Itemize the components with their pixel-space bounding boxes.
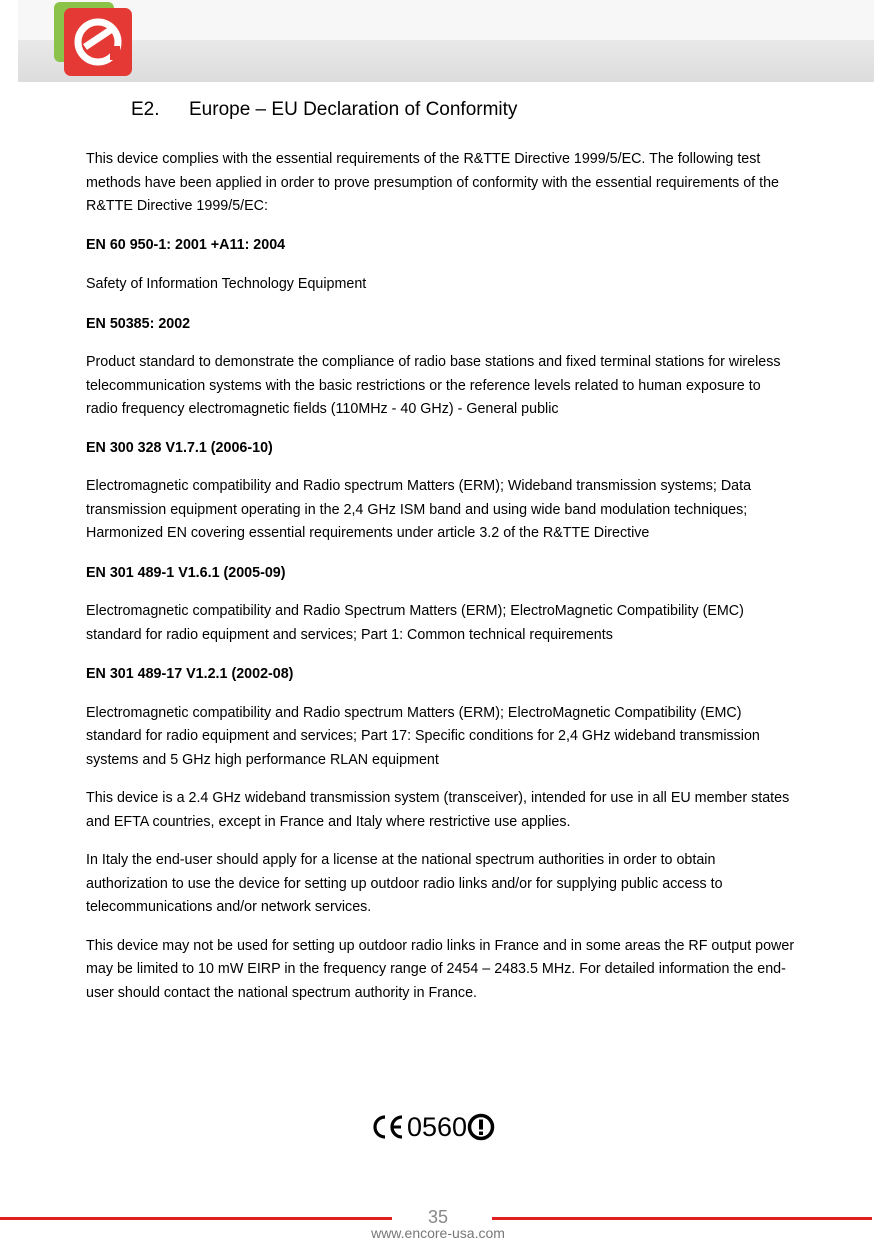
- standard-description: Electromagnetic compatibility and Radio spectrum Matters (ERM); ElectroMagnetic Compatibility (EMC) standard for radio equipment and services; Part 17: Specific conditions for 2,4 GHz wideband transmission systems and 5 GHz high performance RLAN equipment: [86, 704, 760, 768]
- ce-mark-icon: [371, 1114, 405, 1140]
- page-number: 35: [427, 1207, 449, 1227]
- standard-heading: EN 301 489-17 V1.2.1 (2002-08): [86, 666, 294, 682]
- standard-description: Product standard to demonstrate the compliance of radio base stations and fixed terminal stations for wireless telecommunication systems with the basic restrictions or the reference levels related to human exposure to radio frequency electromagnetic fields (110MHz - 40 GHz) - General public: [86, 354, 781, 417]
- standard-description: Safety of Information Technology Equipment: [86, 276, 367, 292]
- section-title-text: Europe – EU Declaration of Conformity: [189, 99, 518, 120]
- standard-heading: EN 50385: 2002: [86, 315, 191, 332]
- standard-heading: EN 301 489-1 V1.6.1 (2005-09): [86, 564, 286, 581]
- ce-mark: [371, 1110, 495, 1144]
- standard-heading: EN 300 328 V1.7.1 (2006-10): [86, 439, 273, 456]
- section-title: [131, 99, 517, 121]
- document-body: [86, 148, 796, 1005]
- italy-paragraph: In Italy the end-user should apply for a license at the national spectrum authorities in order to obtain authorization to use the device for setting up outdoor radio links and/or for supplying public access to telecommunications and/or network services.: [86, 852, 723, 915]
- footer-divider-left: [0, 1217, 392, 1220]
- header-top-band: [18, 0, 874, 40]
- standard-heading: EN 60 950-1: 2001 +A11: 2004: [86, 236, 286, 253]
- standard-description: Electromagnetic compatibility and Radio Spectrum Matters (ERM); ElectroMagnetic Compatibility (EMC) standard for radio equipment and services; Part 1: Common technical requirements: [86, 603, 744, 643]
- alert-circle-icon: [467, 1113, 495, 1141]
- usage-paragraph: This device is a 2.4 GHz wideband transmission system (transceiver), intended for use in all EU member states and EFTA countries, except in France and Italy where restrictive use applies.: [86, 790, 790, 830]
- footer-url: www.encore-usa.com: [371, 1225, 505, 1241]
- footer-divider-right: [492, 1217, 872, 1220]
- intro-paragraph: This device complies with the essential requirements of the R&TTE Directive 1999/5/EC. The following test methods have been applied in order to prove presumption of conformity with the essential requirements of the R&TTE Directive 1999/5/EC:: [86, 151, 779, 214]
- section-number: E2.: [131, 99, 160, 120]
- header-band: [18, 40, 874, 82]
- notified-body-number: 0560: [407, 1111, 468, 1142]
- standard-description: Electromagnetic compatibility and Radio spectrum Matters (ERM); Wideband transmission systems; Data transmission equipment operating in the 2,4 GHz ISM band and using wide band modulation techniques; Harmonized EN covering essential requirements under article 3.2 of the R&TTE Directive: [86, 478, 752, 541]
- encore-logo-icon: [52, 2, 136, 78]
- france-paragraph: This device may not be used for setting up outdoor radio links in France and in some areas the RF output power may be limited to 10 mW EIRP in the frequency range of 2454 – 2483.5 MHz. For detailed information the end-user should contact the national spectrum authority in France.: [86, 937, 795, 1001]
